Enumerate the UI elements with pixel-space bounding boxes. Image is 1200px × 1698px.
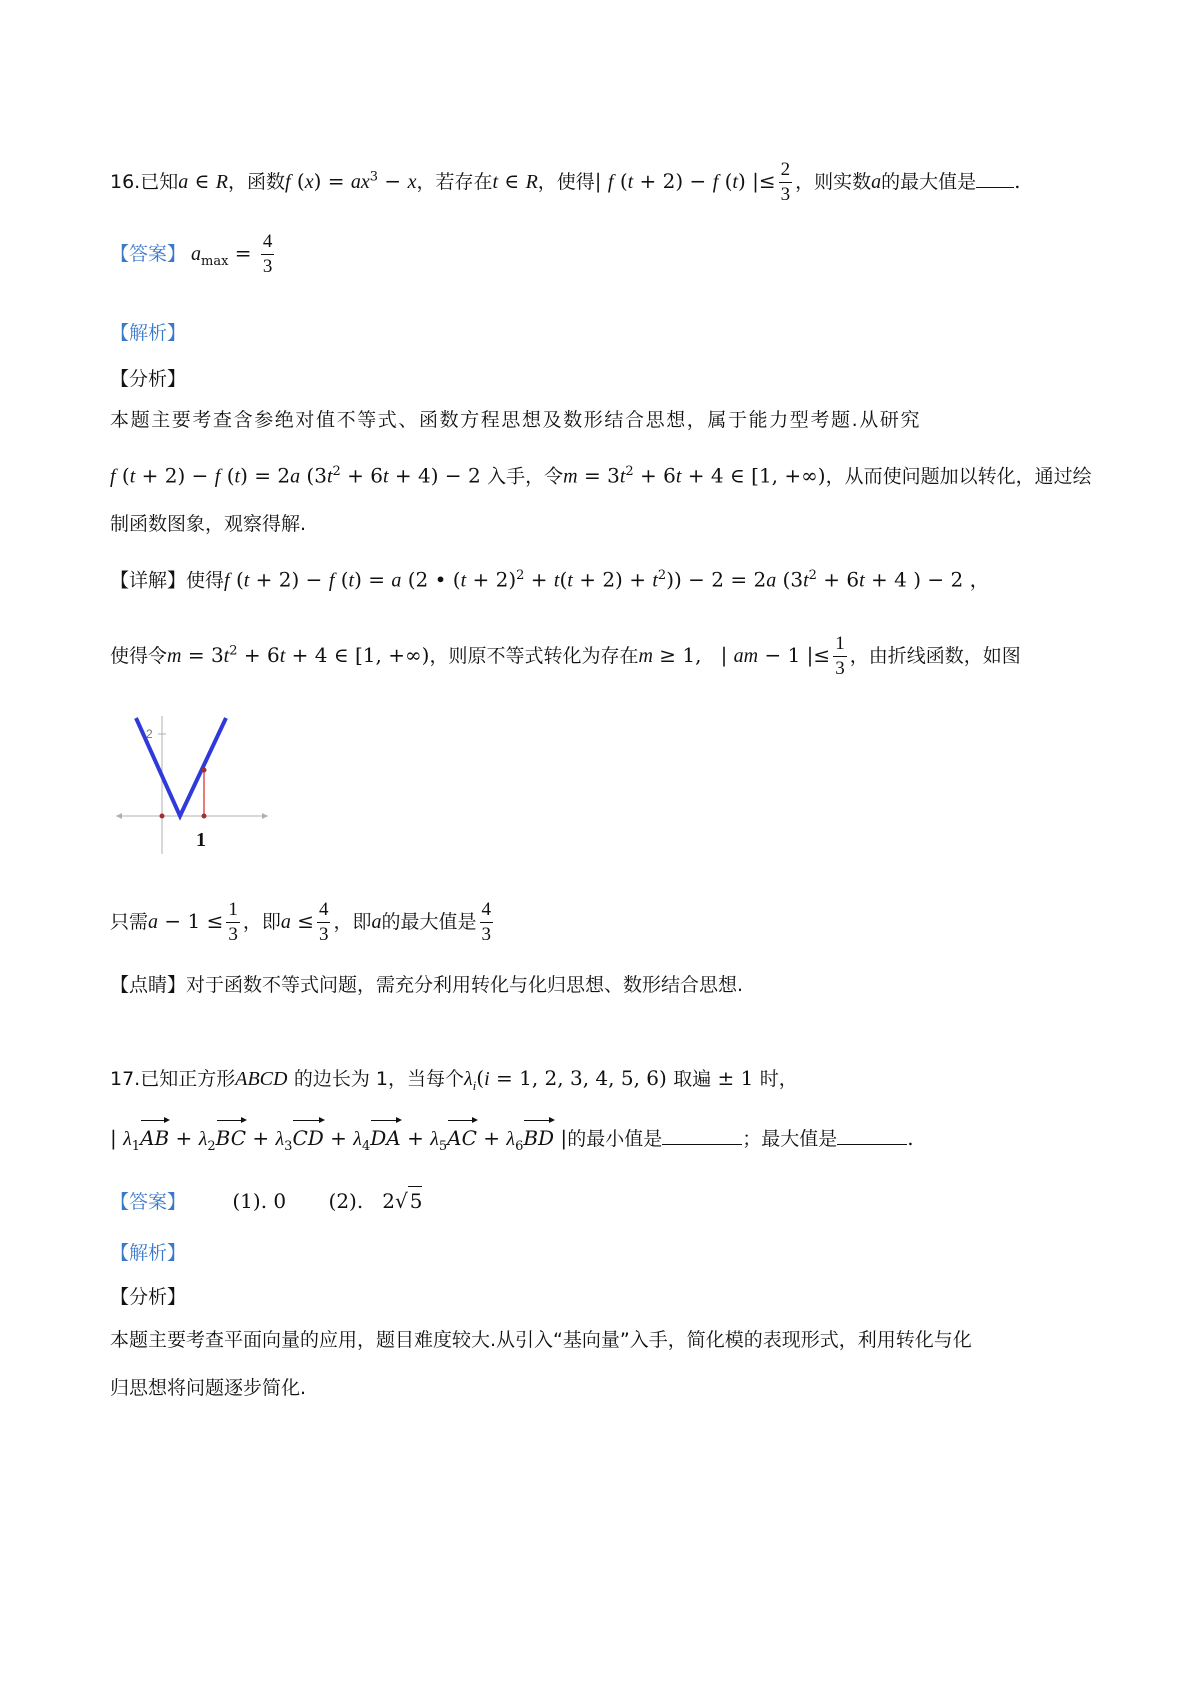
q17-answer bbox=[110, 1186, 1100, 1216]
xiangjie-tag: 【详解】 bbox=[110, 569, 187, 592]
q16-stem: 16.已知a ∈ R，函数f $(x) = ax^3 - x$，若存在t ∈ R，使得| f (t + 2) − f (t) |≤ $\frac{2}{3}$ ，则实数a的最大值是 . bbox=[110, 159, 1021, 205]
fraction: $\frac{1}{3}$ bbox=[228, 899, 238, 945]
text: ，即 bbox=[333, 911, 372, 933]
answer-blank bbox=[976, 169, 1014, 188]
q16-fenxi-text-2: f (t + 2) − f (t) = 2a $(3t^2 + 6t + 4) - 2$ 入手，令$m = 3t^2 + 6t + 4$ ∈ [1, +∞)，从而使问题加以转化，通过绘 bbox=[110, 463, 1092, 488]
dianjing-tag: 【点睛】 bbox=[110, 974, 187, 996]
point bbox=[160, 814, 165, 819]
q16-xiangjie: 【详解】使得f (t + 2) − f (t) = a (2 • $(t + 2)^2 + t(t + 2) + t^2)) - 2 = 2a$ ($3t^2 + 6t + 4$ ) − 2 ， bbox=[110, 567, 990, 592]
text: 时， bbox=[759, 1068, 798, 1090]
q16-line6: 使得令$m = 3t^2 + 6t + 4$ ∈ [1, +∞)，则原不等式转化为存在m ≥ 1, | am − 1 |≤ $\frac{1}{3}$ ，由折线函数，如图 bbox=[110, 633, 1021, 679]
piecewise-graph bbox=[112, 712, 272, 857]
answer-tag: 【答案】 bbox=[110, 1191, 187, 1213]
answer-blank-min bbox=[662, 1126, 742, 1145]
q16-fenxi bbox=[110, 364, 1100, 393]
analysis-tag: 【解析】 bbox=[110, 1242, 187, 1264]
fraction: $\frac{2}{3}$ bbox=[780, 159, 791, 205]
answer-2-value: 2√ 5 bbox=[370, 1189, 423, 1213]
q16-conclusion: 只需a − 1 ≤ $\frac{1}{3}$ ，即a ≤ $\frac{4}{3}$ ，即a的最大值是 $\frac{4}{3}$ bbox=[110, 899, 491, 945]
text: 使得 bbox=[186, 569, 225, 592]
point bbox=[202, 814, 207, 819]
x-axis-arrow-left-icon bbox=[116, 813, 122, 819]
q17-stem-2: | $\lambda_1AB + \lambda_2BC + \lambda_3CD + \lambda_4DA + \lambda_5AC + \lambda_6BD$ |的最小值是 ；最大值是 . bbox=[110, 1126, 914, 1154]
q17-fenxi-text-1: 本题主要考查平面向量的应用，题目难度较大.从引入“基向量”入手，简化模的表现形式，利用转化与化 bbox=[110, 1329, 972, 1351]
q16-number: 16. bbox=[110, 171, 141, 193]
text: ，从而使问题加以转化，通过绘 bbox=[825, 465, 1092, 488]
text: ；最大值是 bbox=[742, 1128, 838, 1150]
fraction: $\frac{4}{3}$ bbox=[318, 899, 329, 945]
text: 的最大值是 bbox=[381, 911, 477, 933]
q17-stem-1: 17.已知正方形ABCD 的边长为 1，当每个$\lambda_i(i = 1$, 2, 3, 4, 5, 6) 取遍 ± 1 时， bbox=[110, 1066, 798, 1093]
text: 只需 bbox=[110, 911, 149, 933]
text: ，由折线函数，如图 bbox=[849, 645, 1021, 667]
q17-fenxi bbox=[110, 1282, 1100, 1311]
x-axis-arrow-icon bbox=[262, 813, 268, 819]
x-tick-label: 1 bbox=[196, 829, 206, 851]
q16-text: 已知 bbox=[140, 171, 179, 193]
text: 入手，令 bbox=[487, 465, 564, 488]
answer-tag: 【答案】 bbox=[110, 243, 187, 265]
fenxi-tag: 【分析】 bbox=[110, 1286, 187, 1308]
text: 使得令 bbox=[110, 645, 168, 667]
answer-blank-max bbox=[837, 1126, 907, 1145]
q17-fenxi-text-2: 归思想将问题逐步简化. bbox=[110, 1377, 307, 1399]
fenxi-tag: 【分析】 bbox=[110, 368, 187, 390]
q16-jiexi bbox=[110, 318, 1100, 347]
text: ，即 bbox=[242, 911, 281, 933]
text: 对于函数不等式问题，需充分利用转化与化归思想、数形结合思想. bbox=[186, 974, 744, 996]
q17-number: 17. bbox=[110, 1068, 141, 1090]
q16-answer: 【答案】 $a_{max}$ = $\frac{4}{3}$ bbox=[110, 231, 273, 277]
q16-text: ，使得 bbox=[537, 171, 595, 193]
fraction: $\frac{1}{3}$ bbox=[835, 633, 845, 679]
fraction: $\frac{4}{3}$ bbox=[262, 231, 273, 277]
q16-text: ，则实数 bbox=[795, 171, 872, 193]
y-tick-label: 2 bbox=[146, 727, 153, 741]
text: 的边长为 1，当每个 bbox=[293, 1068, 464, 1090]
q16-text: ，函数 bbox=[227, 171, 285, 193]
answer-2-label: (2). bbox=[328, 1189, 364, 1213]
q16-dianjing bbox=[110, 970, 1100, 999]
text: 取遍 bbox=[673, 1068, 712, 1090]
q16-text: . bbox=[1014, 169, 1021, 193]
text: 已知正方形 bbox=[140, 1068, 236, 1090]
q16-fenxi-text-1: 本题主要考查含参绝对值不等式、函数方程思想及数形结合思想，属于能力型考题.从研究 bbox=[110, 409, 922, 431]
analysis-tag: 【解析】 bbox=[110, 322, 187, 344]
text: . bbox=[907, 1126, 914, 1150]
text: 的最小值是 bbox=[567, 1128, 663, 1150]
answer-1: (1). 0 bbox=[232, 1189, 287, 1213]
point bbox=[202, 768, 207, 773]
fraction: $\frac{4}{3}$ bbox=[481, 899, 491, 945]
q17-jiexi bbox=[110, 1238, 1100, 1267]
q16-text: 的最大值是 bbox=[881, 171, 977, 193]
q16-fenxi-text-3: 制函数图象，观察得解. bbox=[110, 513, 307, 535]
text: ，则原不等式转化为存在 bbox=[429, 645, 639, 667]
q16-text: ，若存在 bbox=[416, 171, 493, 193]
